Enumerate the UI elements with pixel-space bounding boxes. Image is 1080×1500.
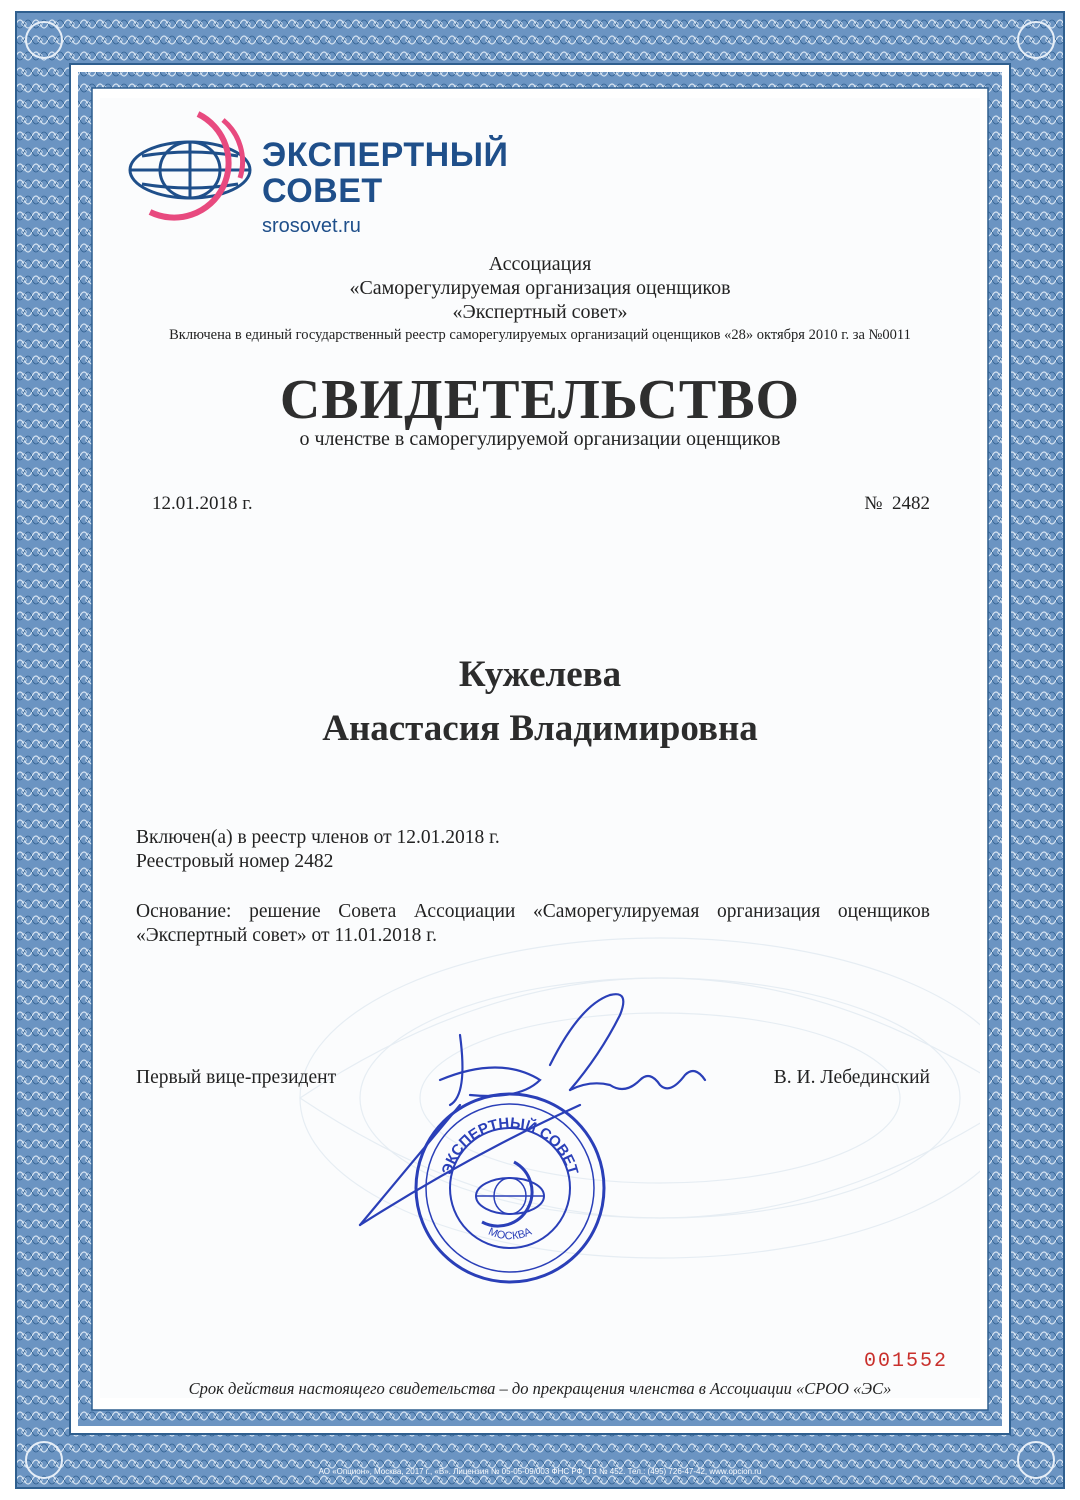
certificate-subtitle: о членстве в саморегулируемой организации оценщиков bbox=[299, 428, 781, 450]
certificate-number: № 2482 bbox=[864, 493, 930, 514]
issue-date: 12.01.2018 г. bbox=[152, 493, 253, 514]
holder-given-names: Анастасия Владимировна bbox=[322, 708, 758, 749]
handwritten-signature bbox=[350, 985, 730, 1245]
registry-number: Реестровый номер 2482 bbox=[136, 851, 334, 872]
seal-top-text: ЭКСПЕРТНЫЙ СОВЕТ bbox=[438, 1114, 582, 1177]
registry-inclusion: Включен(а) в реестр членов от 12.01.2018 г. bbox=[136, 827, 500, 848]
logo-title-line2: СОВЕТ bbox=[262, 172, 383, 210]
signer-position: Первый вице-президент bbox=[136, 1067, 337, 1088]
registry-note: Включена в единый государственный реестр саморегулируемых организаций оценщиков «28» октября 2010 г. за №0011 bbox=[169, 327, 911, 343]
logo-title-line1: ЭКСПЕРТНЫЙ bbox=[262, 136, 509, 174]
serial-number: 001552 bbox=[863, 1350, 948, 1373]
globe-orbit-icon bbox=[128, 108, 258, 238]
certificate-title: СВИДЕТЕЛЬСТВО bbox=[279, 369, 801, 431]
holder-surname: Кужелева bbox=[458, 654, 622, 695]
association-line3: «Экспертный совет» bbox=[452, 301, 628, 323]
logo-url: srosovet.ru bbox=[262, 215, 361, 237]
basis-text: Основание: решение Совета Ассоциации «Саморегулируемая организация оценщиков «Экспертный совет» от 11.01.2018 г. bbox=[136, 901, 930, 946]
validity-note: Срок действия настоящего свидетельства – до прекращения членства в Ассоциации «СРОО «ЭС» bbox=[188, 1379, 892, 1398]
signer-name: В. И. Лебединский bbox=[773, 1067, 930, 1088]
printer-imprint: АО «Опцион», Москва, 2017 г., «В». Лицензия № 05-05-09/003 ФНС РФ, ТЗ № 452. Тел.: (495) 726-47-42, www.opcion.ru bbox=[318, 1467, 762, 1476]
association-line1: Ассоциация bbox=[488, 253, 592, 275]
association-line2: «Саморегулируемая организация оценщиков bbox=[349, 277, 731, 299]
seal-bottom-text: МОСКВА bbox=[486, 1225, 534, 1243]
